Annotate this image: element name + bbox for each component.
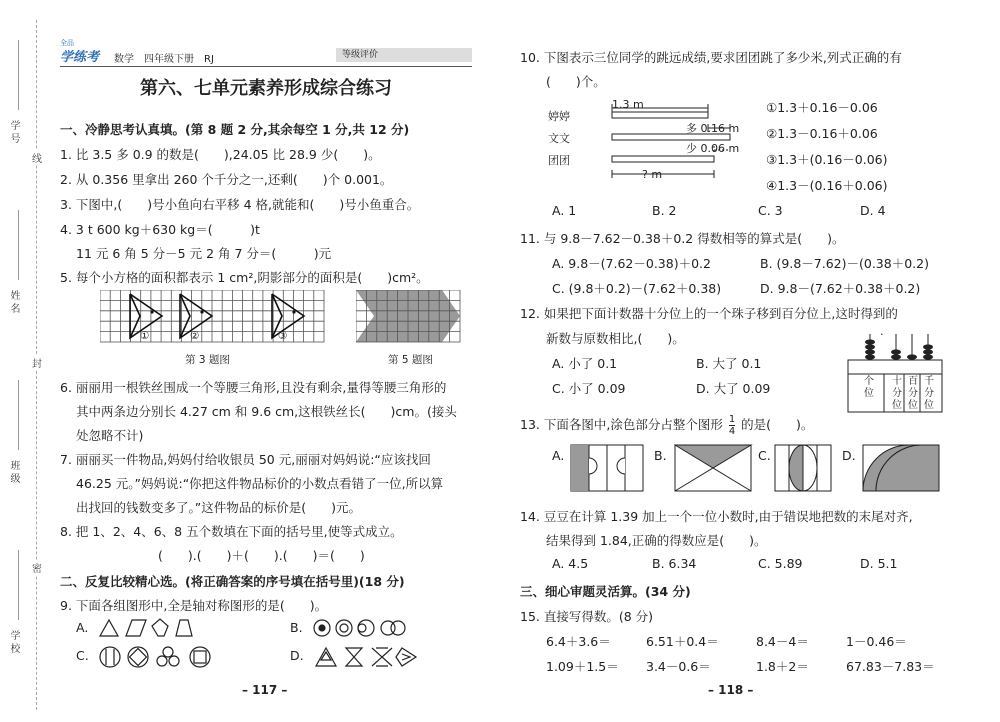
less-0-06m: 少 0.06 m bbox=[686, 142, 740, 155]
q13-option-d-figure bbox=[862, 444, 942, 494]
fish-eye-3 bbox=[292, 310, 295, 313]
question-4b: 11 元 6 角 5 分－5 元 2 角 7 分＝( )元 bbox=[76, 246, 332, 261]
question-12a: 12. 如果把下面计数器十分位上的一个珠子移到百分位上,这时得到的 bbox=[520, 306, 898, 321]
question-5: 5. 每个小方格的面积都表示 1 cm²,阴影部分的面积是( )cm²。 bbox=[60, 270, 429, 285]
label-student-id: 学 号 bbox=[8, 120, 19, 144]
q14-option-d: D. 5.1 bbox=[860, 556, 898, 571]
calc-1-1: 6.4＋3.6＝ bbox=[546, 634, 611, 649]
q9-option-d-label: D. bbox=[290, 648, 304, 663]
q9-option-c-label: C. bbox=[76, 648, 89, 663]
q11-option-d: D. 9.8－(7.62＋0.38＋0.2) bbox=[760, 281, 921, 296]
brand-logo: 学练考 bbox=[60, 50, 100, 65]
grade-box: 等级评价 bbox=[336, 48, 472, 62]
fraction-denominator: 4 bbox=[728, 426, 736, 437]
figure-5-caption: 第 5 题图 bbox=[388, 354, 433, 366]
question-6b: 其中两条边分别长 4.27 cm 和 9.6 cm,这根铁丝长( )cm。(接头 bbox=[76, 404, 457, 419]
fish-eye-2 bbox=[200, 310, 203, 313]
more-0-16m: 多 0.16 m bbox=[686, 122, 740, 135]
question-3: 3. 下图中,( )号小鱼向右平移 4 格,就能和( )号小鱼重合。 bbox=[60, 197, 420, 212]
q14-option-c: C. 5.89 bbox=[758, 556, 803, 571]
shaded-area-figure bbox=[356, 290, 462, 346]
q12-option-c: C. 小了 0.09 bbox=[552, 381, 626, 396]
fish-label-1: ① bbox=[140, 330, 150, 342]
cut-mark-mi: 密 bbox=[32, 560, 42, 575]
label-school: 学 校 bbox=[8, 630, 19, 654]
fish-grid-figure bbox=[100, 290, 326, 346]
q12-option-a: A. 小了 0.1 bbox=[552, 356, 618, 371]
question-13-text-b: 的是( )。 bbox=[741, 417, 814, 432]
line-student-id bbox=[18, 40, 19, 110]
q13-option-c-figure bbox=[774, 444, 834, 494]
question-6c: 处忽略不计) bbox=[76, 428, 144, 443]
logo-top-text: 全品 bbox=[60, 39, 74, 47]
question-15: 15. 直接写得数。(8 分) bbox=[520, 609, 654, 624]
cut-mark-feng: 封 bbox=[32, 355, 42, 370]
binding-margin bbox=[0, 0, 42, 722]
calc-2-3: 1.8＋2＝ bbox=[756, 659, 809, 674]
formula-1: ①1.3＋0.16－0.06 bbox=[766, 100, 878, 115]
question-9: 9. 下面各组图形中,全是轴对称图形的是( )。 bbox=[60, 598, 328, 613]
question-12b: 新数与原数相比,( )。 bbox=[546, 331, 685, 346]
q13-option-c-label: C. bbox=[758, 448, 771, 463]
calc-1-4: 1－0.46＝ bbox=[846, 634, 907, 649]
question-14a: 14. 豆豆在计算 1.39 加上一个一位小数时,由于错误地把数的末尾对齐, bbox=[520, 509, 913, 524]
abacus-ones-label: 个 位 bbox=[864, 376, 874, 399]
line-name bbox=[18, 210, 19, 280]
fish-eye-1 bbox=[150, 310, 153, 313]
abacus-beads bbox=[865, 339, 933, 359]
abacus-hundredths-label: 百 分 位 bbox=[908, 376, 918, 411]
unknown-length: ? m bbox=[642, 168, 663, 181]
page-title: 第六、七单元素养形成综合练习 bbox=[140, 78, 392, 99]
section-1-heading: 一、冷静思考认真填。(第 8 题 2 分,其余每空 1 分,共 12 分) bbox=[60, 122, 410, 137]
question-13 bbox=[520, 414, 813, 437]
calc-2-4: 67.83－7.83＝ bbox=[846, 659, 935, 674]
q10-option-c: C. 3 bbox=[758, 203, 783, 218]
fraction-one-quarter bbox=[729, 414, 735, 437]
question-6a: 6. 丽丽用一根铁丝围成一个等腰三角形,且没有剩余,量得等腰三角形的 bbox=[60, 380, 447, 395]
fish-label-2: ② bbox=[190, 330, 200, 342]
section-3-heading: 三、细心审题灵活算。(34 分) bbox=[520, 584, 691, 599]
question-11: 11. 与 9.8－7.62－0.38＋0.2 得数相等的算式是( )。 bbox=[520, 231, 845, 246]
question-13-text-a: 13. 下面各图中,涂色部分占整个图形 bbox=[520, 417, 723, 432]
question-14b: 结果得到 1.84,正确的得数应是( )。 bbox=[546, 533, 767, 548]
q13-option-b-figure bbox=[674, 444, 754, 494]
formula-4: ④1.3－(0.16＋0.06) bbox=[766, 178, 888, 193]
page-header bbox=[60, 39, 472, 67]
q14-option-a: A. 4.5 bbox=[552, 556, 589, 571]
page-number-left: – 117 – bbox=[242, 683, 288, 697]
subject-info: 数学 四年级下册 RJ bbox=[114, 54, 214, 65]
q13-option-d-label: D. bbox=[842, 448, 856, 463]
label-class: 班 级 bbox=[8, 460, 19, 484]
calc-1-3: 8.4－4＝ bbox=[756, 634, 809, 649]
formula-2: ②1.3－0.16＋0.06 bbox=[766, 126, 878, 141]
abacus-decimal-point: · bbox=[880, 328, 884, 341]
name-tingting: 婷婷 bbox=[548, 110, 570, 123]
q9-option-c-shapes bbox=[98, 644, 218, 670]
q9-option-b-shapes bbox=[312, 616, 412, 640]
line-school bbox=[18, 550, 19, 620]
fish-label-3: ③ bbox=[278, 330, 288, 342]
question-1: 1. 比 3.5 多 0.9 的数是( ),24.05 比 28.9 少( )。 bbox=[60, 147, 381, 162]
name-wenwen: 文文 bbox=[548, 132, 570, 145]
abacus-thousandths-label: 千 分 位 bbox=[924, 376, 934, 411]
q12-option-b: B. 大了 0.1 bbox=[696, 356, 762, 371]
q11-option-c: C. (9.8＋0.2)－(7.62＋0.38) bbox=[552, 281, 722, 296]
q9-option-d-shapes bbox=[312, 644, 422, 670]
question-10b: ( )个。 bbox=[546, 74, 606, 89]
question-8a: 8. 把 1、2、4、6、8 五个数填在下面的括号里,使等式成立。 bbox=[60, 524, 403, 539]
length-1-3m: 1.3 m bbox=[612, 98, 644, 111]
q10-option-d: D. 4 bbox=[860, 203, 886, 218]
abacus-tenths-label: 十 分 位 bbox=[892, 376, 902, 411]
q9-option-b-label: B. bbox=[290, 620, 303, 635]
q10-option-a: A. 1 bbox=[552, 203, 577, 218]
section-2-heading: 二、反复比较精心选。(将正确答案的序号填在括号里)(18 分) bbox=[60, 574, 405, 589]
name-tuantuan: 团团 bbox=[548, 154, 570, 167]
question-8b: ( ).( )＋( ).( )＝( ) bbox=[158, 548, 365, 563]
q9-option-a-label: A. bbox=[76, 620, 89, 635]
q13-option-a-figure bbox=[570, 444, 646, 494]
question-10a: 10. 下图表示三位同学的跳远成绩,要求团团跳了多少米,列式正确的有 bbox=[520, 50, 902, 65]
calc-2-2: 3.4－0.6＝ bbox=[646, 659, 711, 674]
question-2: 2. 从 0.356 里拿出 260 个千分之一,还剩( )个 0.001。 bbox=[60, 172, 393, 187]
q11-option-b: B. (9.8－7.62)－(0.38＋0.2) bbox=[760, 256, 929, 271]
fraction-numerator: 1 bbox=[728, 414, 736, 425]
question-7b: 46.25 元。”妈妈说:“你把这件物品标价的小数点看错了一位,所以算 bbox=[76, 476, 444, 491]
question-7c: 出找回的钱数变多了。”这件物品的标价是( )元。 bbox=[76, 500, 361, 515]
q13-option-b-label: B. bbox=[654, 448, 667, 463]
line-class bbox=[18, 380, 19, 450]
question-4a: 4. 3 t 600 kg＋630 kg＝( )t bbox=[60, 222, 260, 237]
calc-2-1: 1.09＋1.5＝ bbox=[546, 659, 619, 674]
q13-option-a-label: A. bbox=[552, 448, 565, 463]
q11-option-a: A. 9.8－(7.62－0.38)＋0.2 bbox=[552, 256, 711, 271]
page-number-right: – 118 – bbox=[708, 683, 754, 697]
q14-option-b: B. 6.34 bbox=[652, 556, 697, 571]
calc-1-2: 6.51＋0.4＝ bbox=[646, 634, 719, 649]
q10-option-b: B. 2 bbox=[652, 203, 677, 218]
question-7a: 7. 丽丽买一件物品,妈妈付给收银员 50 元,丽丽对妈妈说:“应该找回 bbox=[60, 452, 431, 467]
cut-mark-xian: 线 bbox=[32, 150, 42, 165]
q12-option-d: D. 大了 0.09 bbox=[696, 381, 771, 396]
label-name: 姓 名 bbox=[8, 290, 19, 314]
q9-option-a-shapes bbox=[98, 616, 194, 640]
figure-3-caption: 第 3 题图 bbox=[185, 354, 230, 366]
formula-3: ③1.3＋(0.16－0.06) bbox=[766, 152, 888, 167]
